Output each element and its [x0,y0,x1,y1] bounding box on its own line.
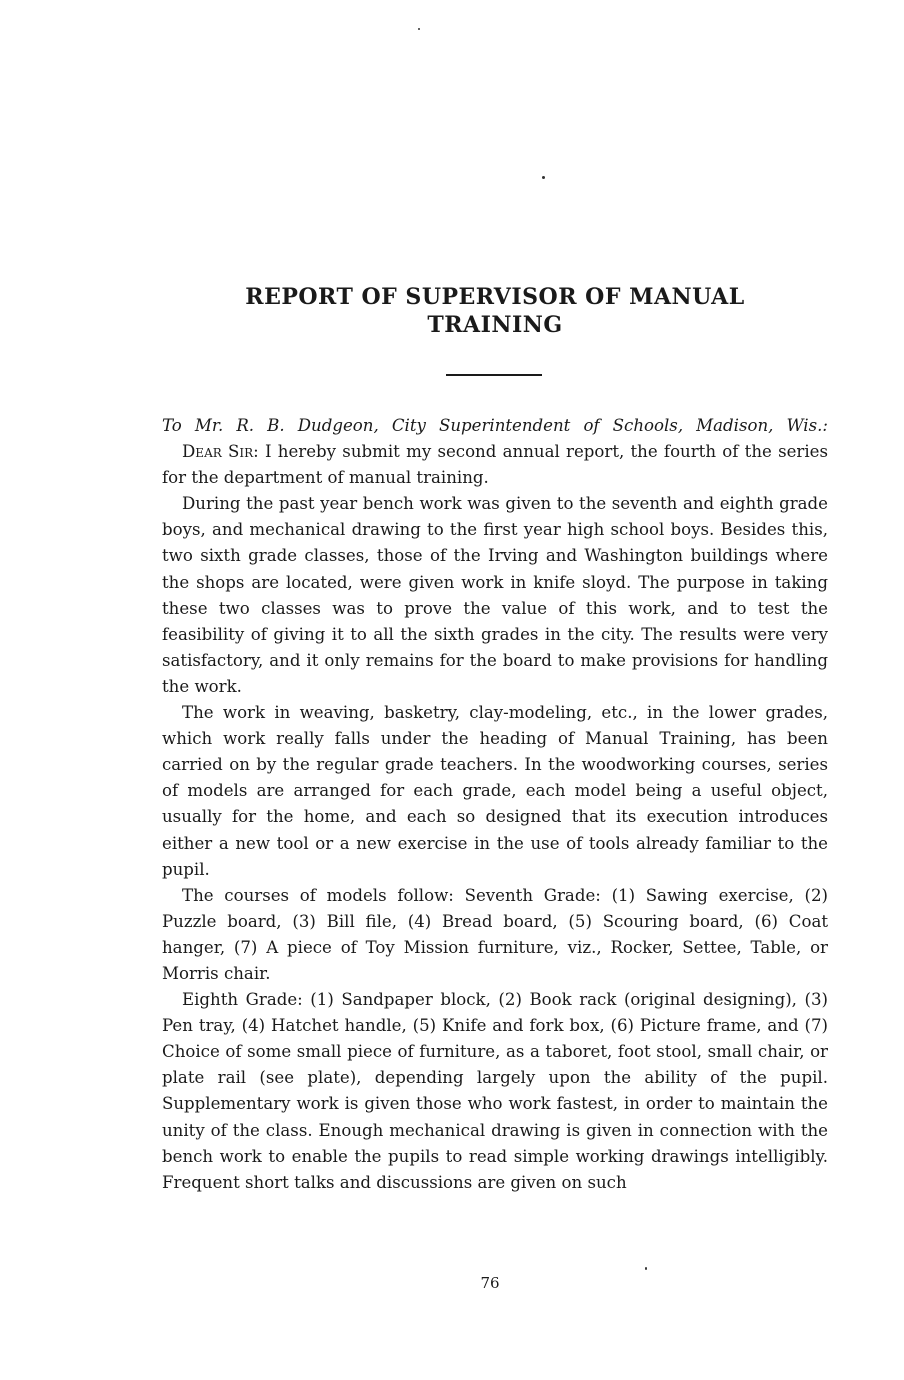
body-paragraph: Eighth Grade: (1) Sandpaper block, (2) Book rack (original designing), (3) Pen tray, (4) Hatchet handle, (5) Knife and fork box, (6) Picture frame, and (7) Choice of some small piece of furniture, as a taboret, foot stool, small chair, or plate rail (see plate), depending largely upon the ability of the pupil. Supplementary work is given those who work fastest, in order to maintain the unity of the class. Enough mechanical drawing is given in connection with the bench work to enable the pupils to read simple working drawings intelligibly. Frequent short talks and discussions are given on such [162,990,828,1192]
scan-speck [542,176,545,179]
report-title [150,283,840,339]
salutation-paragraph [162,439,828,491]
title-divider [446,374,542,376]
report-title-line-1: REPORT OF SUPERVISOR OF MANUAL [245,284,745,310]
page-number: 76 [480,1274,500,1292]
salutation-greeting: Dear Sir: [182,442,259,462]
scan-speck [418,28,420,30]
addressee-line: To Mr. R. B. Dudgeon, City Superintendent of Schools, Madison, Wis.: [162,416,828,435]
report-title-line-2: TRAINING [427,312,563,338]
salutation-text: I hereby submit my second annual report, the fourth of the series for the department of manual training. [162,442,828,488]
report-body [162,413,828,1196]
body-paragraph: The work in weaving, basketry, clay-modeling, etc., in the lower grades, which work really falls under the heading of Manual Training, has been carried on by the regular grade teachers. In the woodworking courses, series of models are arranged for each grade, each model being a useful object, usually for the home, and each so designed that its execution introduces either a new tool or a new exercise in the use of tools already familiar to the pupil. [162,703,828,879]
scan-speck [645,1267,647,1270]
body-paragraph: The courses of models follow: Seventh Grade: (1) Sawing exercise, (2) Puzzle board, (3) Bill file, (4) Bread board, (5) Scouring board, (6) Coat hanger, (7) A piece of Toy Mission furniture, viz., Rocker, Settee, Table, or Morris chair. [162,885,828,983]
body-paragraph: During the past year bench work was given to the seventh and eighth grade boys, and mechanical drawing to the first year high school boys. Besides this, two sixth grade classes, those of the Irving and Washington buildings where the shops are located, were given work in knife sloyd. The purpose in taking these two classes was to prove the value of this work, and to test the feasibility of giving it to all the sixth grades in the city. The results were very satisfactory, and it only remains for the board to make provisions for handling the work. [162,494,828,696]
